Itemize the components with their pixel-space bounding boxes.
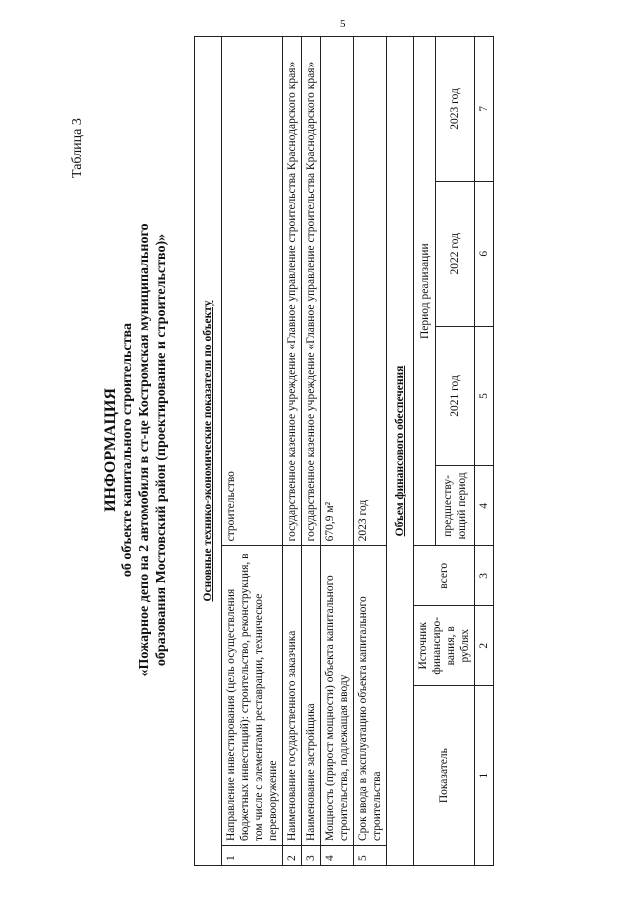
table-row	[354, 37, 387, 866]
finance-header-row	[414, 37, 436, 866]
row-label: Мощность (прирост мощности) объекта капитального строительства, подлежащая вводу	[321, 546, 354, 846]
title-block	[102, 20, 170, 880]
col-number: 2	[475, 606, 494, 686]
section1-header-row	[195, 37, 222, 866]
row-number: 1	[222, 846, 283, 866]
row-number: 5	[354, 846, 387, 866]
col-number: 1	[475, 686, 494, 866]
table-row	[302, 37, 321, 866]
table-label: Таблица 3	[70, 118, 85, 178]
row-label: Наименование государственного заказчика	[283, 546, 302, 846]
col-period: Период реализации	[414, 37, 436, 546]
table-row	[321, 37, 354, 866]
section2-header-row	[387, 37, 414, 866]
row-number: 4	[321, 846, 354, 866]
row-value: государственное казенное учреждение «Главное управление строительства Краснодарского края»	[283, 37, 302, 546]
col-number: 4	[475, 466, 494, 546]
row-value: 670,9 м²	[321, 37, 354, 546]
col-number: 7	[475, 37, 494, 182]
section1-header: Основные технико-экономические показатели по объекту	[195, 37, 222, 866]
col-total: всего	[414, 546, 475, 606]
row-label: Срок ввода в эксплуатацию объекта капитального строительства	[354, 546, 387, 846]
rotated-sheet	[62, 20, 640, 880]
page-number: 5	[340, 18, 346, 30]
table-row	[222, 37, 283, 866]
title-line-1: об объекте капитального строительства	[120, 322, 135, 578]
col-number: 5	[475, 326, 494, 466]
col-2023: 2023 год	[436, 37, 475, 182]
col-2021: 2021 год	[436, 326, 475, 466]
row-value: государственное казенное учреждение «Главное управление строительства Краснодарского края»	[302, 37, 321, 546]
col-prev: предшеству-ющий период	[436, 466, 475, 546]
row-number: 3	[302, 846, 321, 866]
col-number: 6	[475, 181, 494, 326]
col-2022: 2022 год	[436, 181, 475, 326]
col-indicator: Показатель	[414, 686, 475, 866]
row-number: 2	[283, 846, 302, 866]
row-value: 2023 год	[354, 37, 387, 546]
title-line-3: образования Мостовский район (проектирование и строительство)»	[154, 233, 169, 667]
column-number-row	[475, 37, 494, 866]
table-row	[283, 37, 302, 866]
row-value: строительство	[222, 37, 283, 546]
row-label: Наименование застройщика	[302, 546, 321, 846]
section2-header: Объем финансового обеспечения	[387, 37, 414, 866]
col-number: 3	[475, 546, 494, 606]
title-heading: ИНФОРМАЦИЯ	[102, 388, 119, 512]
col-source: Источник финансиро-вания, в рублях	[414, 606, 475, 686]
row-label: Направление инвестирования (цель осуществления бюджетных инвестиций): строительство, реконструкция, в том числе с элементами реставрации, техническое перевооружение	[222, 546, 283, 846]
info-table	[194, 36, 494, 866]
title-line-2: «Пожарное депо на 2 автомобиля в ст-це Костромская муниципального	[137, 223, 152, 677]
